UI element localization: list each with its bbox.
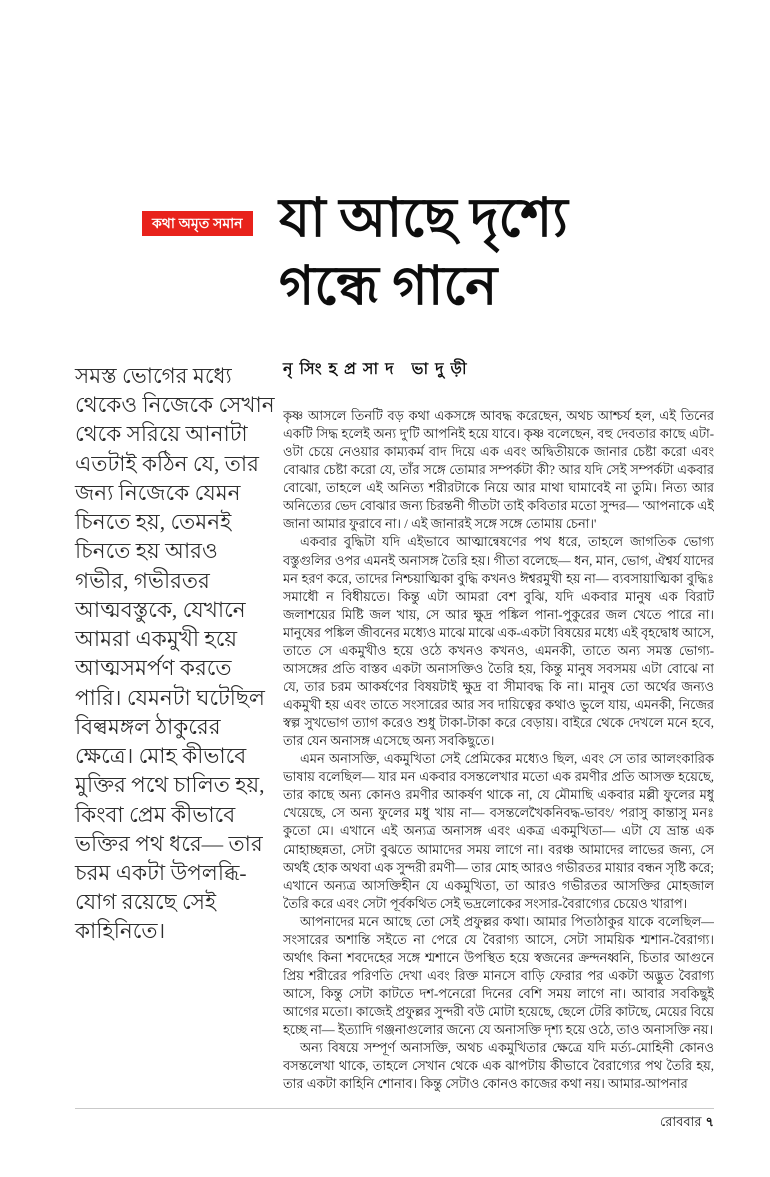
pull-quote: সমস্ত ভোগের মধ্যে থেকেও নিজেকে সেখান থেকে সরিয়ে আনাটা এতটাই কঠিন যে, তার জন্য নিজেকে যেমন চিনতে হয়, তেমনই চিনতে হয় আরও গভীর, গভীরতর আত্মবস্তুকে, যেখানে আমরা একমুখী হয়ে আত্মসমর্পণ করতে পারি। যেমনটা ঘটেছিল বিল্বমঙ্গল ঠাকুরের ক্ষেত্রে। মোহ কীভাবে মুক্তির পথে চালিত হয়, কিংবা প্রেম কীভাবে ভক্তির পথ ধরে— তার চরম একটা উপলব্ধি-যোগ রয়েছে সেই কাহিনিতে।	[75, 364, 275, 944]
body-paragraph: অন্য বিষয়ে সম্পূর্ণ অনাসক্তি, অথচ একমুখিতার ক্ষেত্রে যদি মর্ত্য-মোহিনী কোনও বসন্তলেখা থাকে, তাহলে সেখান থেকে এক ঝাপটায় কীভাবে বৈরাগ্যের পথ তৈরি হয়, তার একটা কাহিনি শোনাব। কিন্তু সেটাও কোনও কাজের কথা নয়। আমার-আপনার	[283, 1041, 714, 1092]
section-kicker-tag: কথা অমৃত সমান	[142, 211, 253, 236]
article-body	[283, 407, 714, 1105]
article-headline	[279, 184, 719, 320]
body-paragraph: একবার বুদ্ধিটা যদি এইভাবে আত্মান্বেষণের পথ ধরে, তাহলে জাগতিক ভোগ্য বস্তুগুলির ওপর এমনই অনাসঙ্গ তৈরি হয়। গীতা বলেছে— ধন, মান, ভোগ, ঐশ্বর্য যাদের মন হরণ করে, তাদের নিশ্চয়াত্মিকা বুদ্ধি কখনও ঈশ্বরমুখী হয় না— ব্যবসায়াত্মিকা বুদ্ধিঃ সমাধৌ ন বিধীয়তে। কিন্তু এটা আমরা বেশ বুঝি, যদি একবার মানুষ এক বিরাট জলাশয়ের মিষ্টি জল খায়, সে আর ক্ষুদ্র পঙ্কিল পানা-পুকুরের জল খেতে পারে না। মানুষের পঙ্কিল জীবনের মধ্যেও মাঝে মাঝে এক-একটা বিষয়ের মধ্যে এই বৃহদ্বোধ আসে, তাতে সে একমুখীও হয়ে ওঠে কখনও কখনও, এমনকী, তাতে অন্য সমস্ত ভোগ্য-আসঙ্গের প্রতি বাস্তব একটা অনাসক্তিও তৈরি হয়, কিন্তু মানুষ সবসময় এটা বোঝে না যে, তার চরম আকর্ষণের বিষয়টাই ক্ষুদ্র বা সীমাবদ্ধ কি না। মানুষ তো অর্থের জন্যও একমুখী হয় এবং তাতে সংসারের আর সব দায়িত্বের কথাও ভুলে যায়, এমনকী, নিজের স্বল্প সুখভোগ ত্যাগ করেও শুধু টাকা-টাকা করে বেড়ায়। বাইরে থেকে দেখলে মনে হবে, তার যেন অনাসঙ্গ এসেছে অন্য সবকিছুতে।	[283, 535, 714, 749]
publication-name: রোববার	[659, 1114, 702, 1129]
body-paragraph: আপনাদের মনে আছে তো সেই প্রফুল্লর কথা। আমার পিতাঠাকুর যাকে বলেছিল— সংসারের অশান্তি সইতে না পেরে যে বৈরাগ্য আসে, সেটা সাময়িক শ্মশান-বৈরাগ্য। অর্থাৎ কিনা শবদেহের সঙ্গে শ্মশানে উপস্থিত হয়ে স্বজনের ক্রন্দনধ্বনি, চিতার আগুনে প্রিয় শরীরের পরিণতি দেখা এবং রিক্ত মানসে বাড়ি ফেরার পর একটা অদ্ভুত বৈরাগ্য আসে, কিন্তু সেটা কাটতে দশ-পনেরো দিনের বেশি সময় লাগে না। আবার সবকিছুই আগের মতো। কাজেই প্রফুল্লর সুন্দরী বউ মোটা হয়েছে, ছেলে টেরি কাটছে, মেয়ের বিয়ে হচ্ছে না— ইত্যাদি গঞ্জনাগুলোর জন্যে যে অনাসক্তি দৃশ্য হয়ে ওঠে, তাও অনাসক্তি নয়।	[283, 914, 714, 1038]
body-paragraph: এমন অনাসক্তি, একমুখিতা সেই প্রেমিকের মধ্যেও ছিল, এবং সে তার আলংকারিক ভাষায় বলেছিল— যার মন একবার বসন্তলেখার মতো এক রমণীর প্রতি আসক্ত হয়েছে, তার কাছে অন্য কোনও রমণীর আকর্ষণ থাকে না, যে মৌমাছি একবার মল্লী ফুলের মধু খেয়েছে, সে অন্য ফুলের মধু খায় না— বসন্তলেখৈকনিবদ্ধ-ভাবং/ পরাসু কান্তাসু মনঃ কুতো মে। এখানে এই অন্যত্র অনাসঙ্গ এবং একত্র একমুখিতা— এটা যে ভ্রান্ত এক মোহাচ্ছন্নতা, সেটা বুঝতে আমাদের সময় লাগে না। বরঞ্চ আমাদের লাভের জন্য, সে অর্থই হোক অথবা এক সুন্দরী রমণী— তার মোহ আরও গভীরতর মায়ার বন্ধন সৃষ্টি করে; এখানে অন্যত্র আসক্তিহীন যে একমুখিতা, তা আরও গভীরতর আসক্তির মোহজাল তৈরি করে এবং সেটা পূর্বকথিত সেই ভদ্রলোকের সংসার-বৈরাগ্যের চেয়েও খারাপ।	[283, 752, 714, 911]
author-byline: নৃসিংহপ্রসাদ ভাদুড়ী	[283, 361, 474, 378]
body-paragraph: কৃষ্ণ আসলে তিনটি বড় কথা একসঙ্গে আবদ্ধ করেছেন, অথচ আশ্চর্য হল, এই তিনের একটি সিদ্ধ হলেই অন্য দু'টি আপনিই হয়ে যাবে। কৃষ্ণ বলেছেন, বহু দেবতার কাছে এটা-ওটা চেয়ে নেওয়ার কাম্যকর্ম বাদ দিয়ে এক এবং অদ্বিতীয়কে জানার চেষ্টা করো এবং বোঝার চেষ্টা করো যে, তাঁর সঙ্গে তোমার সম্পর্কটা কী? আর যদি সেই সম্পর্কটা একবার বোঝো, তাহলে এই অনিত্য শরীরটাকে নিয়ে আর মাথা ঘামাবেই না তুমি। নিত্য আর অনিত্যের ভেদ বোঝার জন্য চিরন্তনী গীতটা তাই কবিতার মতো সুন্দর— 'আপনাকে এই জানা আমার ফুরাবে না। / এই জানারই সঙ্গে সঙ্গে তোমায় চেনা।'	[283, 409, 714, 532]
headline-line-2: গন্ধে গানে	[279, 256, 498, 317]
page-number: ৭	[705, 1114, 714, 1129]
headline-line-1: যা আছে দৃশ্যে	[279, 188, 568, 248]
page-footer	[75, 1108, 714, 1134]
